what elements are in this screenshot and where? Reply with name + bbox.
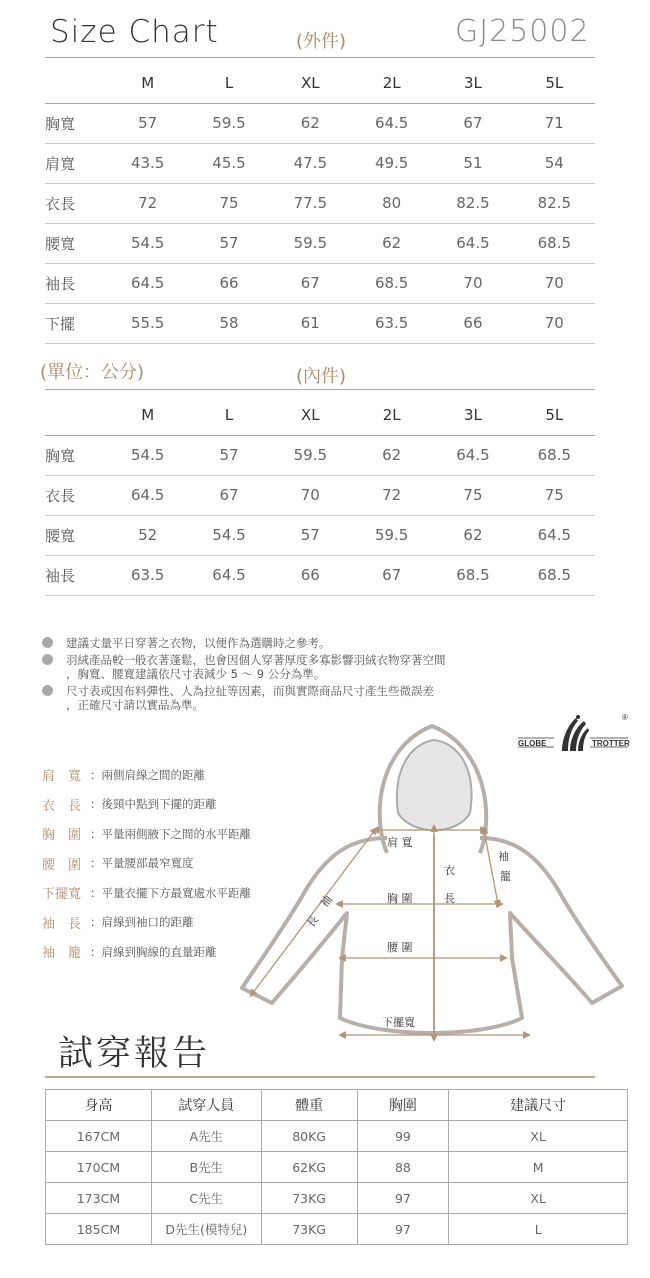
size-value-cell: 67 <box>188 475 269 515</box>
legend-key: 下擺寬 <box>42 887 82 903</box>
diagram-length-label-top: 衣 <box>444 864 455 877</box>
size-value-cell: 52 <box>107 515 188 555</box>
legend-desc: 兩側肩線之間的距離 <box>101 767 205 782</box>
legend-colon: ： <box>90 915 102 930</box>
legend-desc: 平量衣擺下方最寬處水平距離 <box>101 885 251 900</box>
size-column-header: M <box>107 63 188 103</box>
measurement-label: 袖長 <box>45 263 107 303</box>
trial-cell: 88 <box>357 1152 449 1183</box>
legend-row <box>42 937 251 967</box>
size-value-cell: 59.5 <box>270 435 351 475</box>
size-value-cell: 66 <box>188 263 269 303</box>
size-value-cell: 45.5 <box>188 143 269 183</box>
trial-cell: A先生 <box>151 1121 261 1152</box>
trial-column-header: 試穿人員 <box>151 1090 261 1121</box>
legend-row <box>42 878 251 908</box>
diagram-shoulder-label: 肩 寬 <box>387 836 413 849</box>
legend-row <box>42 760 251 790</box>
legend-colon: ： <box>90 885 102 900</box>
size-column-header: 2L <box>351 395 432 435</box>
size-column-header: 5L <box>514 63 595 103</box>
size-row <box>45 263 595 303</box>
size-value-cell: 63.5 <box>351 303 432 343</box>
trial-cell: 80KG <box>261 1121 357 1152</box>
legend-colon: ： <box>90 944 102 959</box>
size-row <box>45 435 595 475</box>
trial-cell: XL <box>449 1183 628 1214</box>
inner-size-table <box>45 395 595 596</box>
measurement-label: 胸寬 <box>45 435 107 475</box>
header-divider <box>45 57 595 58</box>
size-value-cell: 58 <box>188 303 269 343</box>
note-item <box>40 684 520 712</box>
legend-desc: 肩線到袖口的距離 <box>101 915 194 930</box>
inner-label: (內件) <box>296 366 347 387</box>
size-column-header: 2L <box>351 63 432 103</box>
size-value-cell: 57 <box>188 223 269 263</box>
trial-cell: M <box>449 1152 628 1183</box>
legend-key: 肩 寬 <box>42 769 82 785</box>
diagram-length-label-bottom: 長 <box>444 892 455 905</box>
size-column-header: L <box>188 63 269 103</box>
size-value-cell: 68.5 <box>432 555 513 595</box>
size-value-cell: 75 <box>514 475 595 515</box>
measurement-label: 衣長 <box>45 183 107 223</box>
trial-divider <box>45 1076 595 1078</box>
note-line: 尺寸表或因布料彈性、人為拉扯等因素，而與實際商品尺寸產生些微誤差 <box>66 684 434 698</box>
trial-row <box>46 1152 628 1183</box>
size-value-cell: 64.5 <box>351 103 432 143</box>
size-header-row <box>45 395 595 435</box>
size-value-cell: 72 <box>351 475 432 515</box>
registered-mark: ® <box>622 713 628 722</box>
size-value-cell: 57 <box>188 435 269 475</box>
size-value-cell: 43.5 <box>107 143 188 183</box>
size-row <box>45 183 595 223</box>
trial-cell: 73KG <box>261 1214 357 1245</box>
size-value-cell: 59.5 <box>351 515 432 555</box>
diagram-sleeve-label-b: 長 <box>304 913 322 930</box>
legend-desc: 後頸中點到下擺的距離 <box>101 797 217 812</box>
size-column-header: XL <box>270 395 351 435</box>
size-value-cell: 64.5 <box>107 263 188 303</box>
size-value-cell: 82.5 <box>432 183 513 223</box>
size-column-header: M <box>107 395 188 435</box>
size-value-cell: 70 <box>270 475 351 515</box>
size-value-cell: 82.5 <box>514 183 595 223</box>
size-value-cell: 57 <box>107 103 188 143</box>
size-value-cell: 61 <box>270 303 351 343</box>
size-value-cell: 68.5 <box>514 223 595 263</box>
brand-right-text: TROTTER <box>592 739 630 748</box>
trial-cell: 97 <box>357 1214 449 1245</box>
size-value-cell: 59.5 <box>188 103 269 143</box>
inner-divider <box>45 389 595 390</box>
legend-colon: ： <box>90 826 102 841</box>
diagram-chest-label: 胸 圍 <box>387 892 413 905</box>
bullet-icon <box>42 637 53 648</box>
trial-cell: 62KG <box>261 1152 357 1183</box>
trial-cell: B先生 <box>151 1152 261 1183</box>
measurement-label: 胸寬 <box>45 103 107 143</box>
size-value-cell: 57 <box>270 515 351 555</box>
size-value-cell: 72 <box>107 183 188 223</box>
outer-label: (外件) <box>296 31 347 52</box>
size-value-cell: 54.5 <box>107 223 188 263</box>
size-value-cell: 64.5 <box>432 223 513 263</box>
size-value-cell: 62 <box>270 103 351 143</box>
size-row <box>45 223 595 263</box>
size-column-header: 3L <box>432 63 513 103</box>
legend-key: 袖 籠 <box>42 946 82 962</box>
header-blank-cell <box>45 395 107 435</box>
size-value-cell: 70 <box>432 263 513 303</box>
legend-row <box>42 908 251 938</box>
size-header-row <box>45 63 595 103</box>
size-value-cell: 64.5 <box>188 555 269 595</box>
bullet-icon <box>42 685 53 696</box>
trial-report-table <box>45 1089 628 1245</box>
size-value-cell: 62 <box>351 435 432 475</box>
trial-cell: L <box>449 1214 628 1245</box>
size-value-cell: 54 <box>514 143 595 183</box>
unit-label: (單位：公分) <box>40 362 145 383</box>
size-value-cell: 54.5 <box>188 515 269 555</box>
trial-cell: 97 <box>357 1183 449 1214</box>
measurement-label: 下擺 <box>45 303 107 343</box>
header-blank-cell <box>45 63 107 103</box>
notes-list <box>40 636 520 715</box>
trial-cell: C先生 <box>151 1183 261 1214</box>
diagram-waist-label: 腰 圍 <box>387 941 413 954</box>
trial-cell: 185CM <box>46 1214 152 1245</box>
trial-cell: D先生(模特兒) <box>151 1214 261 1245</box>
size-value-cell: 66 <box>270 555 351 595</box>
size-value-cell: 66 <box>432 303 513 343</box>
size-column-header: L <box>188 395 269 435</box>
legend-desc: 平量兩側腋下之間的水平距離 <box>101 826 251 841</box>
legend-key: 胸 圍 <box>42 828 82 844</box>
outer-size-table <box>45 63 595 344</box>
legend-key: 腰 圍 <box>42 857 82 873</box>
legend-row <box>42 819 251 849</box>
legend-key: 衣 長 <box>42 798 82 814</box>
size-column-header: 3L <box>432 395 513 435</box>
trial-cell: 173CM <box>46 1183 152 1214</box>
size-row <box>45 475 595 515</box>
size-value-cell: 49.5 <box>351 143 432 183</box>
legend-row <box>42 849 251 879</box>
size-value-cell: 62 <box>351 223 432 263</box>
size-value-cell: 67 <box>432 103 513 143</box>
trial-column-header: 體重 <box>261 1090 357 1121</box>
size-value-cell: 47.5 <box>270 143 351 183</box>
product-code: GJ25002 <box>455 14 590 49</box>
size-row <box>45 103 595 143</box>
size-row <box>45 303 595 343</box>
measurement-label: 袖長 <box>45 555 107 595</box>
size-value-cell: 51 <box>432 143 513 183</box>
trial-row <box>46 1121 628 1152</box>
diagram-hem-label: 下擺寬 <box>382 1016 415 1029</box>
legend-row <box>42 790 251 820</box>
measurement-legend <box>42 760 251 967</box>
size-column-header: XL <box>270 63 351 103</box>
measurement-label: 衣長 <box>45 475 107 515</box>
size-row <box>45 555 595 595</box>
note-line: ，正確尺寸請以實品為準。 <box>66 698 204 712</box>
diagram-sleeve-label-a: 袖 <box>318 893 336 910</box>
note-line: 羽絨產品較一般衣著蓬鬆，也會因個人穿著厚度多寡影響羽絨衣物穿著空間 <box>66 653 446 667</box>
size-value-cell: 67 <box>351 555 432 595</box>
diagram-armhole-label-a: 袖 <box>498 850 509 863</box>
note-item <box>40 653 520 681</box>
note-line: 建議丈量平日穿著之衣物，以便作為選購時之參考。 <box>66 636 331 650</box>
size-column-header: 5L <box>514 395 595 435</box>
size-value-cell: 55.5 <box>107 303 188 343</box>
bullet-icon <box>42 654 53 665</box>
trial-cell: 170CM <box>46 1152 152 1183</box>
size-value-cell: 67 <box>270 263 351 303</box>
trial-column-header: 胸圍 <box>357 1090 449 1121</box>
size-value-cell: 68.5 <box>351 263 432 303</box>
size-value-cell: 64.5 <box>432 435 513 475</box>
diagram-armhole-label-b: 籠 <box>500 870 511 883</box>
trial-cell: XL <box>449 1121 628 1152</box>
legend-colon: ： <box>90 856 102 871</box>
legend-desc: 平量腰部最窄寬度 <box>101 856 194 871</box>
size-value-cell: 71 <box>514 103 595 143</box>
trial-cell: 167CM <box>46 1121 152 1152</box>
size-value-cell: 64.5 <box>107 475 188 515</box>
measurement-label: 腰寬 <box>45 223 107 263</box>
trial-cell: 99 <box>357 1121 449 1152</box>
size-value-cell: 68.5 <box>514 555 595 595</box>
trial-cell: 73KG <box>261 1183 357 1214</box>
size-value-cell: 80 <box>351 183 432 223</box>
size-value-cell: 54.5 <box>107 435 188 475</box>
note-line: ，胸寬、腰寬建議依尺寸表減少 5 ～ 9 公分為準。 <box>66 667 326 681</box>
size-value-cell: 75 <box>188 183 269 223</box>
trial-row <box>46 1214 628 1245</box>
trial-column-header: 身高 <box>46 1090 152 1121</box>
trial-header-row <box>46 1090 628 1121</box>
trial-column-header: 建議尺寸 <box>449 1090 628 1121</box>
trial-row <box>46 1183 628 1214</box>
legend-key: 袖 長 <box>42 916 82 932</box>
measurement-label: 腰寬 <box>45 515 107 555</box>
size-value-cell: 77.5 <box>270 183 351 223</box>
legend-colon: ： <box>90 767 102 782</box>
size-value-cell: 70 <box>514 303 595 343</box>
jacket-diagram <box>232 718 627 1048</box>
size-value-cell: 64.5 <box>514 515 595 555</box>
size-row <box>45 143 595 183</box>
brand-left-text: GLOBE <box>518 739 547 748</box>
size-value-cell: 63.5 <box>107 555 188 595</box>
size-value-cell: 70 <box>514 263 595 303</box>
measurement-label: 肩寬 <box>45 143 107 183</box>
size-value-cell: 59.5 <box>270 223 351 263</box>
size-value-cell: 75 <box>432 475 513 515</box>
size-value-cell: 68.5 <box>514 435 595 475</box>
size-row <box>45 515 595 555</box>
note-item <box>40 636 520 650</box>
page-title: Size Chart <box>50 14 219 50</box>
trial-report-title: 試穿報告 <box>58 1034 211 1074</box>
legend-desc: 肩線到胸線的直量距離 <box>101 944 217 959</box>
legend-colon: ： <box>90 797 102 812</box>
size-value-cell: 62 <box>432 515 513 555</box>
